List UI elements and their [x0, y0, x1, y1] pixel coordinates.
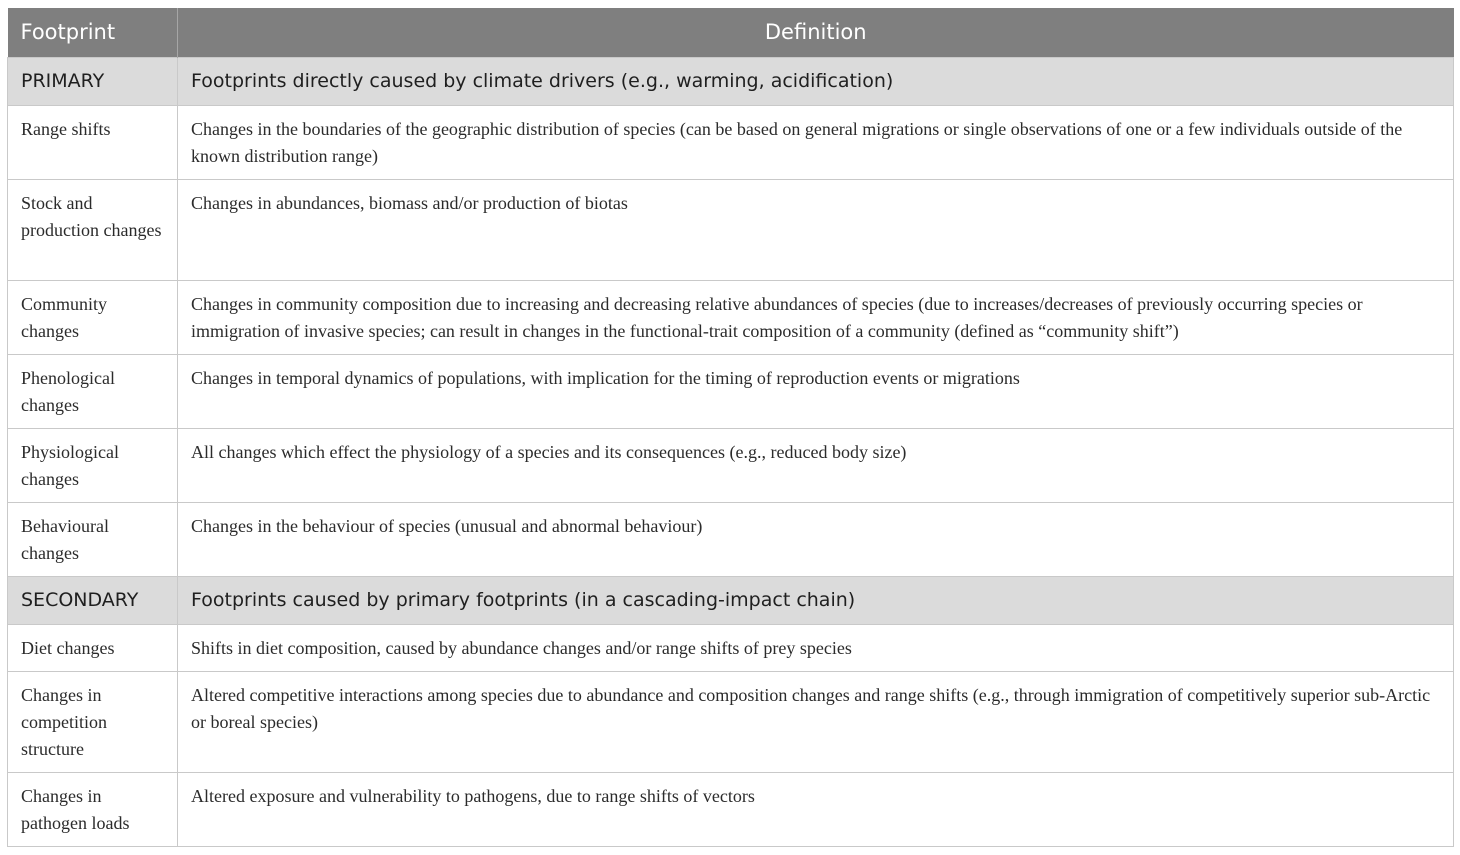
section-definition: Footprints directly caused by climate drivers (e.g., warming, acidification) [178, 57, 1454, 105]
column-header-footprint: Footprint [8, 8, 178, 57]
footprint-name: Changes in competition structure [8, 671, 178, 772]
footprint-name: Changes in pathogen loads [8, 772, 178, 846]
table-row [8, 105, 1454, 179]
section-name: SECONDARY [8, 576, 178, 624]
footprint-definition: Changes in the behaviour of species (unusual and abnormal behaviour) [178, 502, 1454, 576]
footprint-definition: Changes in community composition due to increasing and decreasing relative abundances of species (due to increases/decreases of previously occurring species or immigration of invasive species; can result in changes in the functional-trait composition of a community (defined as “community shift”) [178, 280, 1454, 354]
footprint-name: Diet changes [8, 624, 178, 671]
section-name: PRIMARY [8, 57, 178, 105]
footprint-name: Range shifts [8, 105, 178, 179]
section-row-secondary [8, 576, 1454, 624]
footprint-name: Stock and production changes [8, 179, 178, 280]
table-row [8, 354, 1454, 428]
footprint-name: Physiological changes [8, 428, 178, 502]
table-row [8, 280, 1454, 354]
footprint-definition: All changes which effect the physiology of a species and its consequences (e.g., reduced body size) [178, 428, 1454, 502]
column-header-definition: Definition [178, 8, 1454, 57]
footprints-table [7, 8, 1454, 847]
footprint-definition: Changes in the boundaries of the geographic distribution of species (can be based on general migrations or single observations of one or a few individuals outside of the known distribution range) [178, 105, 1454, 179]
table-row [8, 179, 1454, 280]
header-row [8, 8, 1454, 57]
table-row [8, 772, 1454, 846]
footprint-name: Behavioural changes [8, 502, 178, 576]
footprint-definition: Altered competitive interactions among species due to abundance and composition changes and range shifts (e.g., through immigration of competitively superior sub-Arctic or boreal species) [178, 671, 1454, 772]
footprint-definition: Changes in temporal dynamics of populations, with implication for the timing of reproduction events or migrations [178, 354, 1454, 428]
table-row [8, 502, 1454, 576]
table-row [8, 671, 1454, 772]
section-row-primary [8, 57, 1454, 105]
footprint-definition: Altered exposure and vulnerability to pathogens, due to range shifts of vectors [178, 772, 1454, 846]
table-row [8, 428, 1454, 502]
footprint-definition: Changes in abundances, biomass and/or production of biotas [178, 179, 1454, 280]
section-definition: Footprints caused by primary footprints (in a cascading-impact chain) [178, 576, 1454, 624]
table-row [8, 624, 1454, 671]
footprint-definition: Shifts in diet composition, caused by abundance changes and/or range shifts of prey species [178, 624, 1454, 671]
footprint-name: Phenological changes [8, 354, 178, 428]
footprint-name: Community changes [8, 280, 178, 354]
